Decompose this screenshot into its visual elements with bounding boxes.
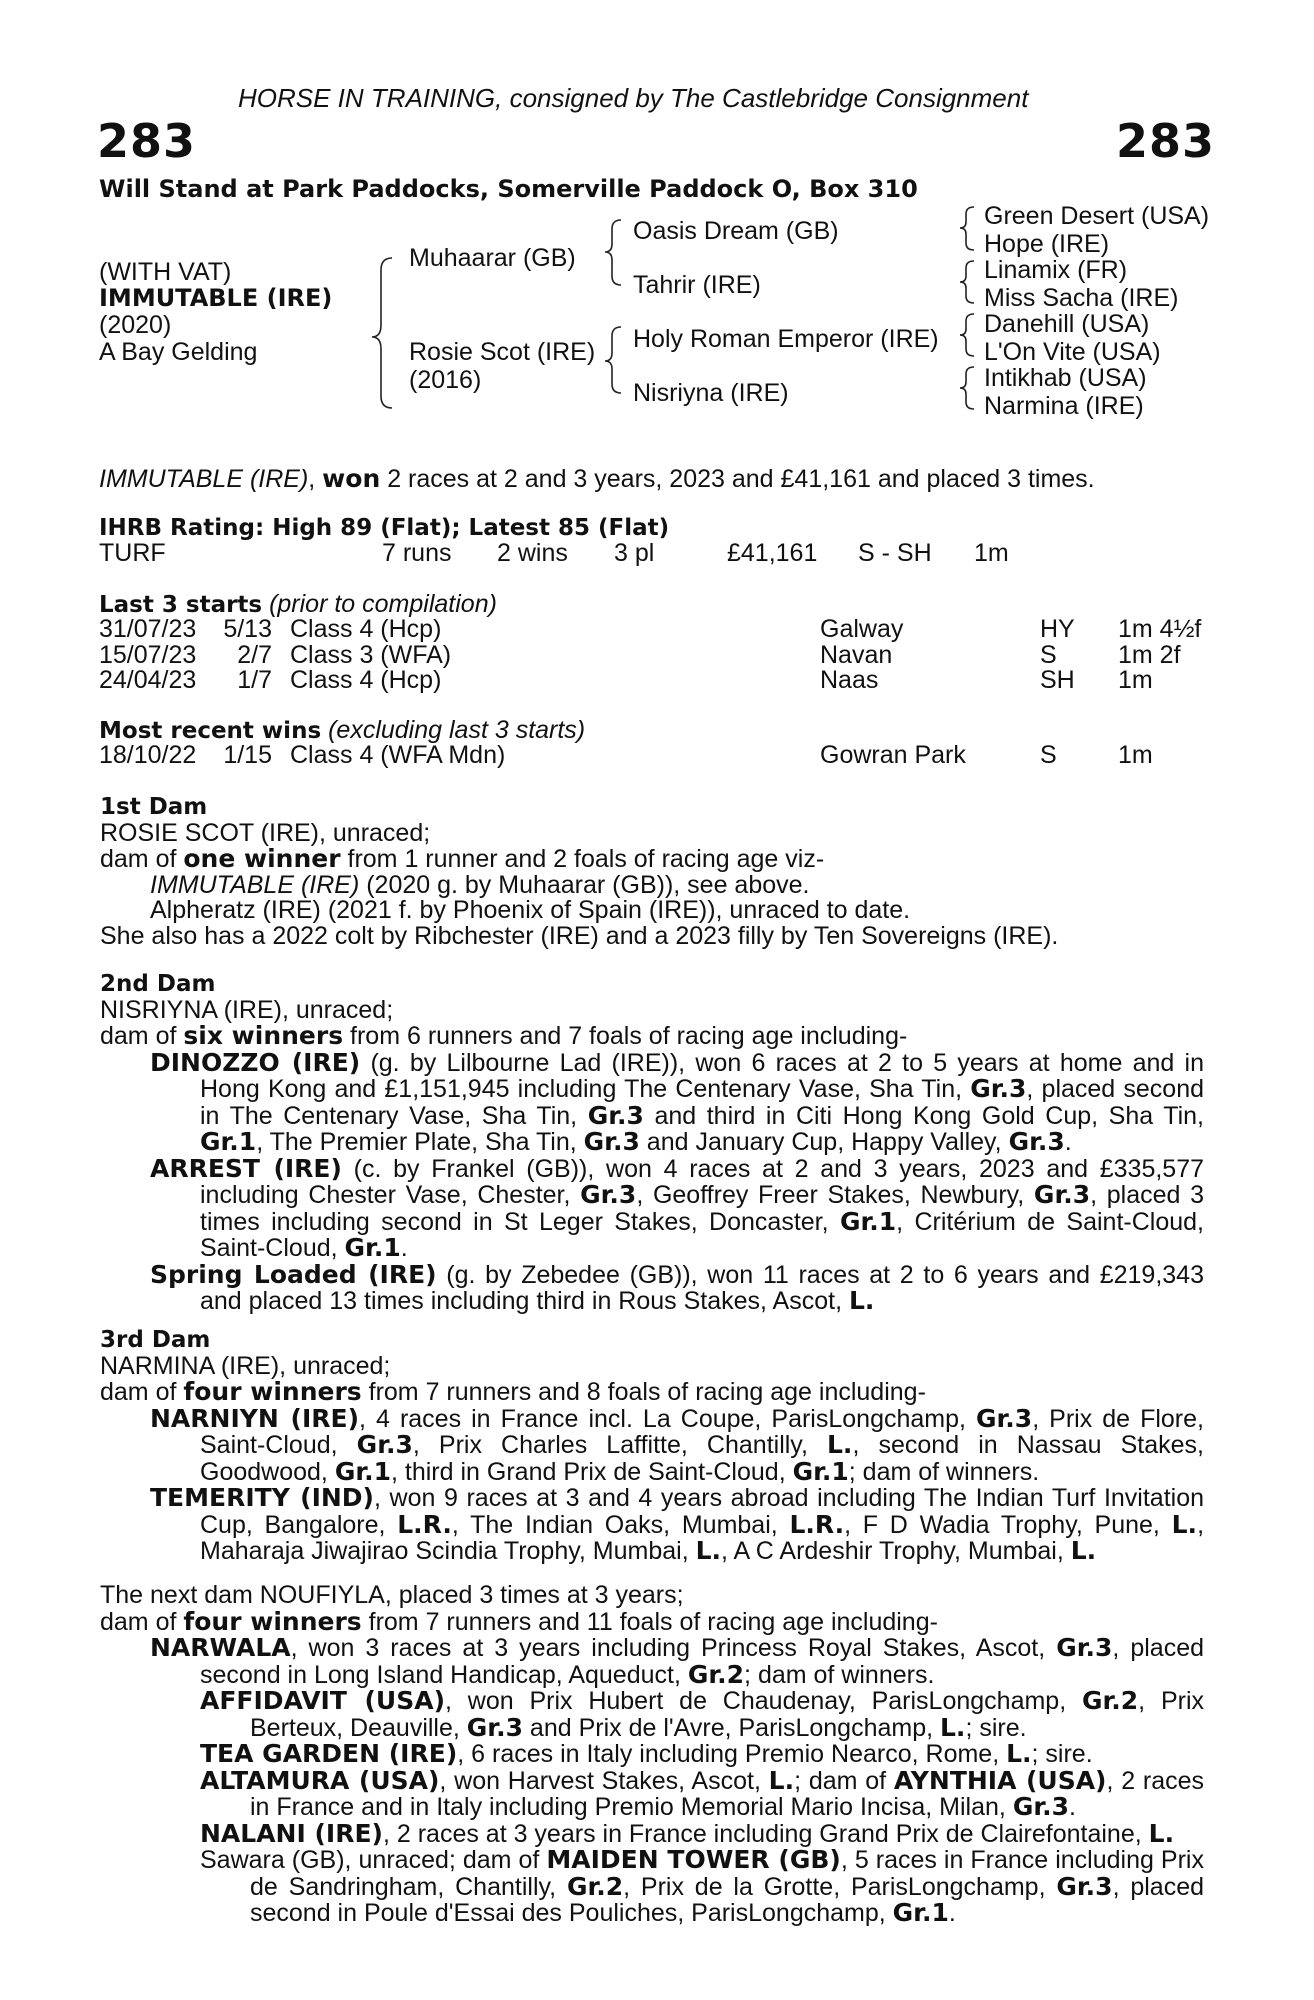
recent-going: S — [1040, 741, 1057, 769]
last3-row — [0, 617, 1314, 643]
lot-number-left: 283 — [97, 114, 197, 168]
recent-cls: Class 4 (WFA Mdn) — [290, 741, 506, 769]
race-summary: IMMUTABLE (IRE), won 2 races at 2 and 3 years, 2023 and £41,161 and placed 3 times. — [99, 464, 1095, 493]
second-dam-progeny-3: Spring Loaded (IRE) (g. by Zebedee (GB)), won 11 races at 2 to 6 years and £219,343 and placed 13 times including third in Rous Stakes, Ascot, L. — [150, 1259, 1204, 1315]
rating-runs: 7 runs — [382, 539, 452, 567]
brace-gen3-3 — [960, 314, 974, 356]
last3-note: (prior to compilation) — [269, 590, 497, 618]
last3-pos: 1/7 — [237, 666, 272, 694]
last3-date: 24/04/23 — [99, 666, 197, 694]
rating-earnings: £41,161 — [727, 539, 818, 567]
fourth-dam-intro: The next dam NOUFIYLA, placed 3 times at 3 years; — [100, 1581, 684, 1609]
rating-surface: TURF — [99, 539, 166, 567]
brace-main — [372, 258, 392, 408]
horse-year: (2020) — [99, 311, 172, 339]
fourth-dam-grandprogeny-3: ALTAMURA (USA), won Harvest Stakes, Ascot, L.; dam of AYNTHIA (USA), 2 races in France and in Italy including Premio Memorial Mario Incisa, Milan, Gr.3. — [200, 1765, 1205, 1821]
fourth-dam-section — [100, 1583, 1204, 1927]
fourth-dam-progeny-1: NARWALA, won 3 races at 3 years including Princess Royal Stakes, Ascot, Gr.3, placed second in Long Island Handicap, Aqueduct, Gr.2; dam of winners. — [150, 1633, 1204, 1689]
last3-venue: Galway — [820, 615, 904, 643]
brace-gen3-2 — [960, 261, 974, 303]
gen3-dds: Intikhab (USA) — [984, 364, 1147, 392]
dam-name: Rosie Scot (IRE) — [409, 338, 596, 366]
gen3-ddd: Narmina (IRE) — [984, 392, 1144, 420]
sire-dam: Tahrir (IRE) — [633, 271, 761, 299]
first-dam-also: She also has a 2022 colt by Ribchester (IRE) and a 2023 filly by Ten Sovereigns (IRE). — [100, 921, 1059, 950]
sire-sire: Oasis Dream (GB) — [633, 217, 839, 245]
last3-title: Last 3 starts — [99, 592, 263, 618]
brace-sire — [605, 220, 621, 285]
second-dam-title: 2nd Dam — [100, 971, 216, 997]
last3-row — [0, 668, 1314, 694]
last3-going: HY — [1040, 615, 1075, 643]
last3-going: S — [1040, 640, 1057, 669]
first-dam-foal-1: IMMUTABLE (IRE) (2020 g. by Muhaarar (GB)), see above. — [150, 870, 810, 899]
horse-description: A Bay Gelding — [99, 338, 258, 366]
gen3-dsd: L'On Vite (USA) — [984, 338, 1161, 366]
second-dam-progeny-1: DINOZZO (IRE) (g. by Lilbourne Lad (IRE)), won 6 races at 2 to 5 years at home and in Hong Kong and £1,151,945 including The Centenary Vase, Sha Tin, Gr.3, placed second in The Centenary Vase, Sha Tin, Gr.3 and third in Citi Hong Kong Gold Cup, Sha Tin, Gr.1, The Premier Plate, Sha Tin, Gr.3 and January Cup, Happy Valley, Gr.3. — [150, 1047, 1205, 1156]
brace-gen3-4 — [960, 367, 974, 409]
recent-pos: 1/15 — [223, 741, 272, 769]
second-dam-section — [100, 972, 1204, 1315]
second-dam-progeny-2: ARREST (IRE) (c. by Frankel (GB)), won 4 races at 2 and 3 years, 2023 and £335,577 including Chester Vase, Chester, Gr.3, Geoffrey Freer Stakes, Newbury, Gr.3, placed 3 times including second in St Leger Stakes, Doncaster, Gr.1, Critérium de Saint-Cloud, Saint-Cloud, Gr.1. — [150, 1153, 1205, 1262]
last3-venue: Naas — [820, 666, 879, 694]
last3-row — [0, 640, 1314, 669]
gen3-ssd: Hope (IRE) — [984, 230, 1110, 258]
recent-date: 18/10/22 — [99, 741, 197, 769]
third-dam-progeny-1: NARNIYN (IRE), 4 races in France incl. La Coupe, ParisLongchamp, Gr.3, Prix de Flore, Saint-Cloud, Gr.3, Prix Charles Laffitte, Chantilly, L., second in Nassau Stakes, Goodwood, Gr.1, third in Grand Prix de Saint-Cloud, Gr.1; dam of winners. — [150, 1403, 1204, 1486]
rating-row — [0, 541, 1314, 567]
last3-pos: 5/13 — [223, 615, 272, 643]
recent-dist: 1m — [1118, 741, 1153, 769]
stand-location: Will Stand at Park Paddocks, Somerville Paddock O, Box 310 — [99, 175, 918, 203]
first-dam-foal-2: Alpheratz (IRE) (2021 f. by Phoenix of Spain (IRE)), unraced to date. — [150, 896, 911, 924]
vat-status: (WITH VAT) — [99, 258, 232, 286]
last3-cls: Class 4 (Hcp) — [290, 666, 442, 694]
third-dam-name: NARMINA (IRE), unraced; — [100, 1351, 391, 1380]
first-dam-name: ROSIE SCOT (IRE), unraced; — [100, 818, 431, 847]
third-dam-produce: dam of four winners from 7 runners and 8 foals of racing age including- — [100, 1377, 926, 1406]
first-dam-section — [100, 795, 1204, 949]
last3-date: 15/07/23 — [99, 640, 197, 669]
rating-going: S - SH — [858, 539, 932, 567]
last3-cls: Class 3 (WFA) — [290, 640, 452, 669]
brace-gen3-1 — [960, 207, 974, 250]
fourth-dam-grandprogeny-4: NALANI (IRE), 2 races at 3 years in France including Grand Prix de Clairefontaine, L. — [200, 1818, 1175, 1848]
last3-cls: Class 4 (Hcp) — [290, 615, 442, 643]
second-dam-name: NISRIYNA (IRE), unraced; — [100, 995, 394, 1024]
third-dam-section — [100, 1328, 1204, 1565]
brace-dam — [605, 327, 621, 393]
rating-placed: 3 pl — [614, 539, 655, 567]
third-dam-progeny-2: TEMERITY (IND), won 9 races at 3 and 4 years abroad including The Indian Turf Invitation Cup, Bangalore, L.R., The Indian Oaks, Mumbai, L.R., F D Wadia Trophy, Pune, L., Maharaja Jiwajirao Scindia Trophy, Mumbai, L., A C Ardeshir Trophy, Mumbai, L. — [150, 1483, 1205, 1565]
fourth-dam-grandprogeny-1: AFFIDAVIT (USA), won Prix Hubert de Chaudenay, ParisLongchamp, Gr.2, Prix Berteux, Deauville, Gr.3 and Prix de l'Avre, ParisLongchamp, L.; sire. — [200, 1686, 1204, 1742]
gen3-sdd: Miss Sacha (IRE) — [984, 284, 1179, 312]
gen3-sss: Green Desert (USA) — [984, 202, 1210, 230]
last3-dist: 1m — [1118, 666, 1153, 694]
first-dam-title: 1st Dam — [100, 794, 208, 820]
fourth-dam-grandprogeny-5: Sawara (GB), unraced; dam of MAIDEN TOWER (GB), 5 races in France including Prix de Sandringham, Chantilly, Gr.2, Prix de la Grotte, ParisLongchamp, Gr.3, placed second in Poule d'Essai des Pouliches, ParisLongchamp, Gr.1. — [200, 1845, 1205, 1927]
last3-dist: 1m 4½f — [1118, 615, 1202, 643]
last3-pos: 2/7 — [237, 640, 272, 669]
last3-venue: Navan — [820, 640, 893, 669]
consignment-line: HORSE IN TRAINING, consigned by The Castlebridge Consignment — [238, 83, 1029, 113]
rating-title: IHRB Rating: High 89 (Flat); Latest 85 (Flat) — [99, 515, 670, 541]
dam-dam: Nisriyna (IRE) — [633, 379, 789, 407]
last3-dist: 1m 2f — [1118, 640, 1181, 669]
dam-sire: Holy Roman Emperor (IRE) — [633, 325, 939, 353]
recent-title: Most recent wins — [99, 718, 322, 744]
rating-distance: 1m — [974, 539, 1009, 567]
summary-won: won — [322, 464, 381, 493]
summary-horse-name: IMMUTABLE (IRE) — [99, 465, 309, 493]
third-dam-title: 3rd Dam — [100, 1327, 211, 1353]
rating-wins: 2 wins — [497, 539, 568, 567]
gen3-dss: Danehill (USA) — [984, 310, 1150, 338]
first-dam-produce: dam of one winner from 1 runner and 2 foals of racing age viz- — [100, 844, 825, 873]
last3-going: SH — [1040, 666, 1075, 694]
summary-rest: 2 races at 2 and 3 years, 2023 and £41,161 and placed 3 times. — [380, 465, 1095, 493]
gen3-sds: Linamix (FR) — [984, 256, 1128, 284]
second-dam-produce: dam of six winners from 6 runners and 7 foals of racing age including- — [100, 1021, 908, 1050]
recent-venue: Gowran Park — [820, 741, 966, 769]
recent-note: (excluding last 3 starts) — [328, 716, 586, 744]
sire-name: Muhaarar (GB) — [409, 244, 576, 272]
dam-year: (2016) — [409, 366, 482, 394]
lot-number-right: 283 — [1116, 114, 1216, 168]
horse-name: IMMUTABLE (IRE) — [99, 284, 333, 312]
recent-row — [0, 743, 1314, 769]
fourth-dam-produce: dam of four winners from 7 runners and 11 foals of racing age including- — [100, 1606, 938, 1636]
fourth-dam-grandprogeny-2: TEA GARDEN (IRE), 6 races in Italy including Premio Nearco, Rome, L.; sire. — [200, 1739, 1093, 1768]
last3-date: 31/07/23 — [99, 615, 197, 643]
